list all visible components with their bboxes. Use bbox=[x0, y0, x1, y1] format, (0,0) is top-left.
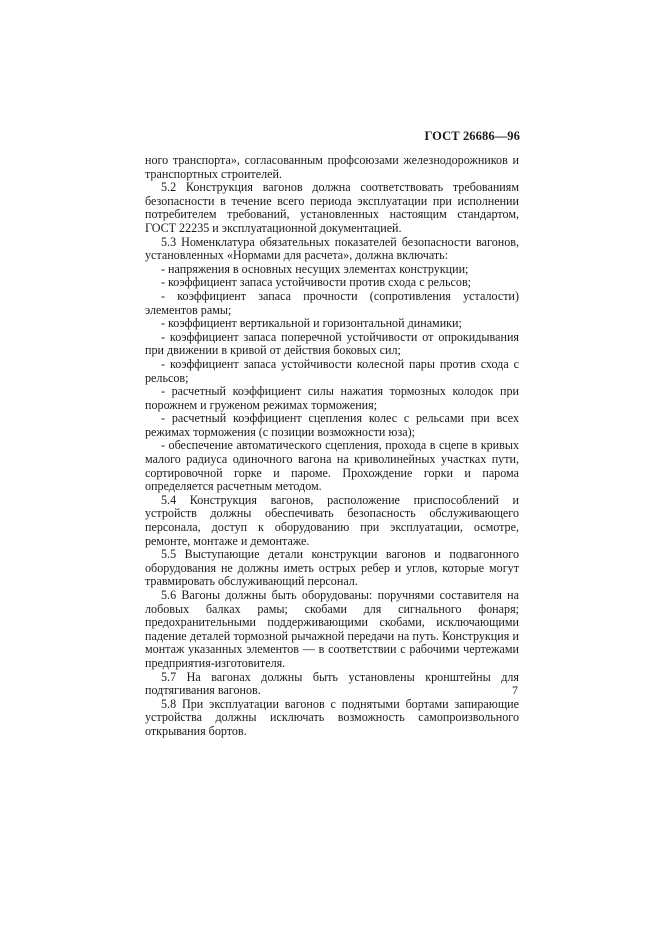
paragraph: 5.4 Конструкция вагонов, расположение приспособлений и устройств должны обеспечивать безопасность обслуживающего персонала, доступ к оборудованию при эксплуатации, осмотре, ремонте, монтаже и демонтаже. bbox=[145, 492, 519, 548]
paragraph: 5.6 Вагоны должны быть оборудованы: поручнями составителя на лобовых балках рамы; скобами для сигнального фонаря; предохранительными поддерживающими скобами, исключающими падение деталей тормозной рычажной передачи на путь. Конструкция и монтаж указанных элементов — в соответствии с рабочими чертежами предприятия-изготовителя. bbox=[145, 588, 519, 670]
standard-code: ГОСТ 26686—96 bbox=[424, 129, 520, 143]
paragraph: ного транспорта», согласованным профсоюзами железнодорожников и транспортных строителей. bbox=[145, 153, 519, 181]
paragraph: 5.8 При эксплуатации вагонов с поднятыми бортами запирающие устройства должны исключать возможность самопроизвольного открывания бортов. bbox=[145, 696, 519, 738]
list-item: - обеспечение автоматического сцепления, прохода в сцепе в кривых малого радиуса одиночного вагона на криволинейных участках пути, сортировочной горке и пароме. Прохождение горки и парома определяется расчетным методом. bbox=[145, 438, 519, 494]
paragraph: 5.7 На вагонах должны быть установлены кронштейны для подтягивания вагонов. bbox=[145, 669, 519, 698]
paragraph: 5.2 Конструкция вагонов должна соответствовать требованиям безопасности в течение всего периода эксплуатации при исполнении потребителем требований, установленных настоящим стандартом, ГОСТ 22235 и эксплуатационной документацией. bbox=[145, 180, 519, 235]
paragraph: 5.5 Выступающие детали конструкции вагонов и подвагонного оборудования не должны иметь острых ребер и углов, которые могут травмировать обслуживающий персонал. bbox=[145, 547, 519, 589]
list-item: - коэффициент запаса устойчивости колесной пары против схода с рельсов; bbox=[145, 356, 519, 385]
list-item: - коэффициент запаса прочности (сопротивления усталости) элементов рамы; bbox=[145, 288, 519, 317]
page-number: 7 bbox=[512, 683, 518, 697]
list-item: - расчетный коэффициент силы нажатия тормозных колодок при порожнем и груженом режимах торможения; bbox=[145, 384, 519, 412]
paragraph: 5.3 Номенклатура обязательных показателей безопасности вагонов, установленных «Нормами для расчета», должна включать: bbox=[145, 234, 519, 263]
list-item: - коэффициент запаса устойчивости против схода с рельсов; bbox=[161, 275, 472, 290]
list-item: - расчетный коэффициент сцепления колес с рельсами при всех режимах торможения (с позиции возможности юза); bbox=[145, 411, 519, 439]
list-item: - напряжения в основных несущих элементах конструкции; bbox=[161, 261, 469, 276]
body-text bbox=[145, 154, 519, 739]
list-item: - коэффициент вертикальной и горизонтальной динамики; bbox=[161, 316, 462, 331]
list-item: - коэффициент запаса поперечной устойчивости от опрокидывания при движении в кривой от действия боковых сил; bbox=[145, 329, 519, 358]
